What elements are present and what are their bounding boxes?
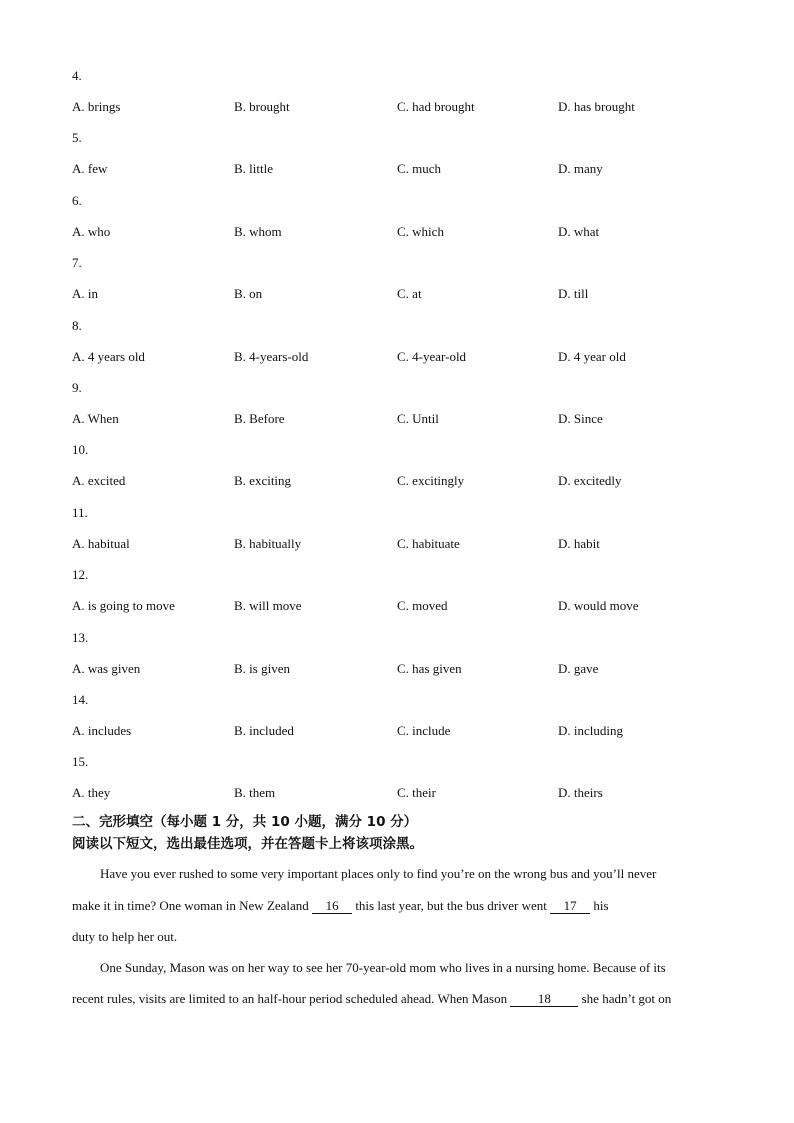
option-d: D. theirs: [558, 785, 603, 801]
option-d: D. habit: [558, 535, 600, 551]
option-row: [72, 536, 732, 552]
option-b: B. little: [234, 161, 273, 177]
option-a: A. they: [72, 785, 111, 801]
question-item: [72, 442, 732, 489]
passage-line-2: [72, 898, 722, 914]
question-number: 8.: [72, 317, 82, 333]
question-item: [72, 505, 732, 552]
option-b: B. brought: [234, 99, 290, 114]
passage-text: One Sunday, Mason was on her way to see her 70-year-old mom who lives in a nursing home. Because of its: [100, 960, 666, 975]
blank-16: 16: [312, 899, 352, 914]
option-a: A. in: [72, 286, 98, 302]
passage-text: this last year, but the bus driver went: [352, 898, 551, 913]
option-a: A. excited: [72, 473, 126, 489]
blank-18: 18: [510, 992, 578, 1007]
option-a: A. 4 years old: [72, 348, 145, 364]
option-row: [72, 723, 732, 739]
question-item: [72, 692, 732, 739]
option-a: A. brings: [72, 99, 121, 114]
option-a: A. is going to move: [72, 598, 175, 614]
blank-17: 17: [550, 899, 590, 914]
option-row: [72, 785, 732, 801]
option-d: D. would move: [558, 598, 639, 614]
question-number: 10.: [72, 442, 89, 458]
option-b: B. on: [234, 286, 263, 302]
question-item: [72, 68, 732, 115]
option-a: A. was given: [72, 660, 141, 676]
option-c: C. excitingly: [397, 473, 465, 489]
passage-text: his: [590, 898, 609, 913]
passage-line-1: [72, 866, 722, 882]
passage-text: she hadn’t got on: [578, 991, 672, 1006]
section-instruction: 阅读以下短文，选出最佳选项，并在答题卡上将该项涂黑。: [72, 836, 423, 852]
option-c: C. Until: [397, 411, 439, 426]
passage-text: Have you ever rushed to some very important places only to find you’re on the wrong bus and you’ll never: [100, 866, 657, 881]
question-item: [72, 630, 732, 677]
option-d: D. excitedly: [558, 473, 622, 489]
question-item: [72, 193, 732, 240]
question-item: [72, 754, 732, 801]
option-d: D. many: [558, 161, 603, 177]
option-d: D. including: [558, 723, 623, 738]
passage-line-5: [72, 991, 722, 1007]
option-b: B. exciting: [234, 473, 292, 489]
option-c: C. include: [397, 723, 451, 738]
option-d: D. gave: [558, 660, 599, 676]
option-row: [72, 224, 732, 240]
section-title: 二、完形填空（每小题 1 分，共 10 小题，满分 10 分）: [72, 814, 418, 830]
option-b: B. them: [234, 785, 276, 801]
option-row: [72, 411, 732, 427]
passage-text: duty to help her out.: [72, 929, 178, 944]
option-a: A. includes: [72, 723, 132, 738]
option-d: D. Since: [558, 411, 603, 426]
option-b: B. 4-years-old: [234, 348, 309, 364]
option-row: [72, 598, 732, 614]
option-a: A. few: [72, 161, 108, 177]
question-number: 5.: [72, 130, 82, 146]
option-d: D. what: [558, 223, 600, 239]
option-c: C. had brought: [397, 99, 475, 114]
option-c: C. 4-year-old: [397, 348, 467, 364]
option-d: D. till: [558, 286, 589, 302]
question-number: 13.: [72, 629, 89, 645]
question-item: [72, 567, 732, 614]
question-item: [72, 130, 732, 177]
option-c: C. has given: [397, 660, 462, 676]
option-c: C. much: [397, 161, 442, 177]
option-row: [72, 473, 732, 489]
option-d: D. 4 year old: [558, 348, 626, 364]
option-b: B. habitually: [234, 535, 302, 551]
option-a: A. When: [72, 411, 119, 426]
option-row: [72, 661, 732, 677]
option-row: [72, 99, 732, 115]
question-number: 6.: [72, 192, 82, 208]
option-b: B. will move: [234, 598, 302, 614]
question-number: 14.: [72, 692, 89, 707]
option-c: C. at: [397, 286, 422, 302]
passage-line-4: [72, 960, 722, 976]
option-c: C. moved: [397, 598, 448, 614]
option-b: B. whom: [234, 223, 282, 239]
question-number: 7.: [72, 255, 82, 271]
option-c: C. which: [397, 223, 444, 239]
question-number: 15.: [72, 754, 89, 770]
option-d: D. has brought: [558, 99, 635, 114]
option-row: [72, 286, 732, 302]
question-number: 9.: [72, 380, 82, 395]
question-number: 4.: [72, 68, 82, 83]
passage-text: recent rules, visits are limited to an half-hour period scheduled ahead. When Mason: [72, 991, 511, 1006]
question-item: [72, 318, 732, 365]
question-number: 12.: [72, 567, 89, 583]
option-b: B. included: [234, 723, 294, 738]
option-row: [72, 349, 732, 365]
option-c: C. their: [397, 785, 436, 801]
question-number: 11.: [72, 504, 88, 520]
option-b: B. Before: [234, 411, 285, 426]
option-b: B. is given: [234, 660, 290, 676]
question-item: [72, 380, 732, 427]
question-item: [72, 255, 732, 302]
option-c: C. habituate: [397, 535, 460, 551]
option-a: A. who: [72, 223, 111, 239]
option-row: [72, 161, 732, 177]
passage-line-3: [72, 929, 722, 945]
passage-text: make it in time? One woman in New Zealand: [72, 898, 313, 913]
option-a: A. habitual: [72, 535, 130, 551]
